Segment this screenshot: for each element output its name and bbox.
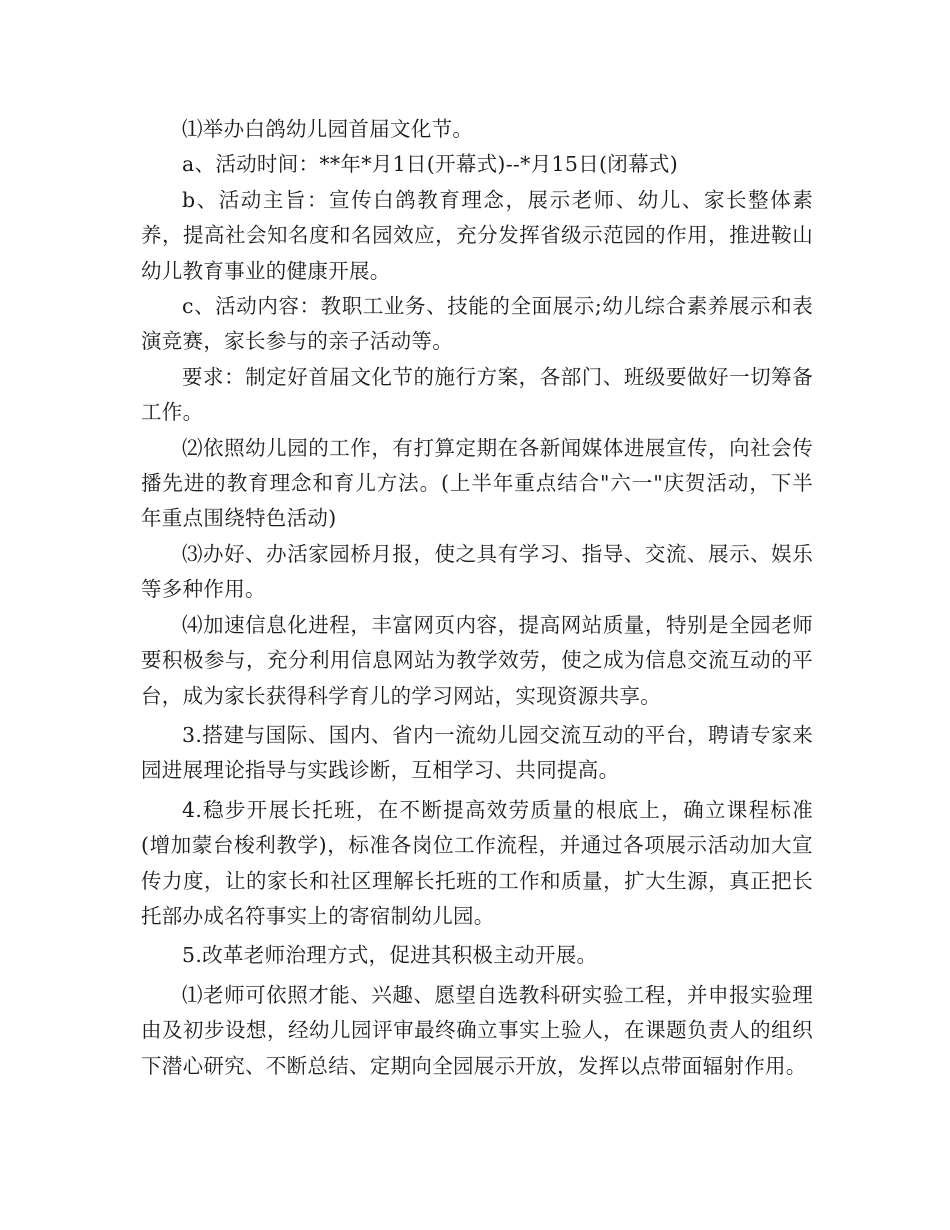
paragraph-10: 4.稳步开展长托班，在不断提高效劳质量的根底上，确立课程标准(增加蒙台梭利教学)，标准各岗位工作流程，并通过各项展示活动加大宣传力度，让的家长和社区理解长托班的工作和质量，扩大生源，真正把长托部办成名符事实上的寄宿制幼儿园。	[141, 797, 813, 928]
document-body	[141, 112, 813, 1084]
paragraph-6: ⑵依照幼儿园的工作，有打算定期在各新闻媒体进展宣传，向社会传播先进的教育理念和育儿方法。(上半年重点结合"六一"庆贺活动，下半年重点围绕特色活动)	[141, 435, 813, 531]
paragraph-11: 5.改革老师治理方式，促进其积极主动开展。	[182, 943, 598, 968]
paragraph-3: b、活动主旨：宣传白鸽教育理念，展示老师、幼儿、家长整体素养，提高社会知名度和名园效应，充分发挥省级示范园的作用，推进鞍山幼儿教育事业的健康开展。	[141, 187, 813, 283]
paragraph-2: a、活动时间：**年*月1日(开幕式)--*月15日(闭幕式)	[182, 152, 678, 177]
paragraph-8: ⑷加速信息化进程，丰富网页内容，提高网站质量，特别是全园老师要积极参与，充分利用信息网站为教学效劳，使之成为信息交流互动的平台，成为家长获得科学育儿的学习网站，实现资源共享。	[141, 612, 813, 708]
paragraph-1: ⑴举办白鸽幼儿园首届文化节。	[182, 117, 474, 141]
paragraph-5: 要求：制定好首届文化节的施行方案，各部门、班级要做好一切筹备工作。	[141, 364, 813, 425]
paragraph-12: ⑴老师可依照才能、兴趣、愿望自选教科研实验工程，并申报实验理由及初步设想，经幼儿园评审最终确立事实上验人，在课题负责人的组织下潜心研究、不断总结、定期向全园展示开放，发挥以点带面辐射作用。	[141, 982, 813, 1078]
paragraph-9: 3.搭建与国际、国内、省内一流幼儿园交流互动的平台，聘请专家来园进展理论指导与实践诊断，互相学习、共同提高。	[141, 722, 813, 783]
paragraph-4: c、活动内容：教职工业务、技能的全面展示;幼儿综合素养展示和表演竞赛，家长参与的亲子活动等。	[141, 294, 813, 354]
paragraph-7: ⑶办好、办活家园桥月报，使之具有学习、指导、交流、展示、娱乐等多种作用。	[141, 541, 813, 602]
